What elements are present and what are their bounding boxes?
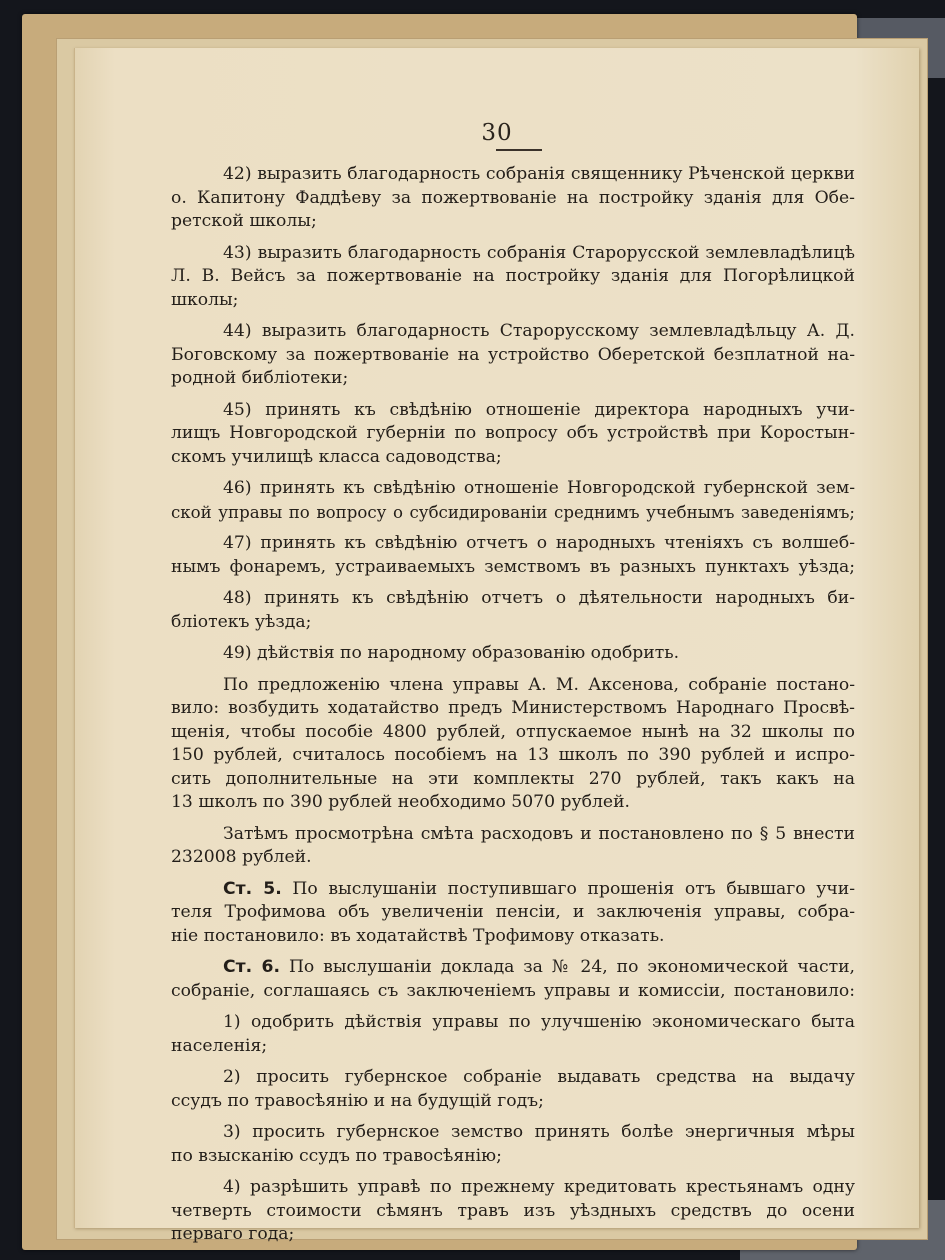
text-line: вило: возбудить ходатайство предъ Министерствомъ Народнаго Просвѣ- [171, 698, 855, 718]
text-line: 45) принять къ свѣдѣнію отношеніе директора народныхъ учи- [223, 399, 855, 420]
text-line: щенія, чтобы пособіе 4800 рублей, отпускаемое нынѣ на 32 школы по [171, 721, 855, 742]
paragraph-item-45 [171, 399, 855, 470]
text-line: 43) выразить благодарность собранія Старорусской землевладѣлицѣ [223, 242, 855, 263]
text-line: 2) просить губернское собраніе выдавать средства на выдачу [223, 1067, 855, 1087]
text-line: 46) принять къ свѣдѣнію отношеніе Новгородской губернской зем- [223, 478, 855, 498]
document-page [74, 48, 919, 1244]
text-line: населенія; [171, 1035, 268, 1056]
page-number: 30 [481, 120, 513, 146]
text-line: ссудъ по травосѣянію и на будущій годъ; [171, 1090, 544, 1111]
text-line: Затѣмъ просмотрѣна смѣта расходовъ и постановлено по § 5 внести [223, 823, 855, 844]
text-line: 47) принять къ свѣдѣнію отчетъ о народныхъ чтеніяхъ съ волшеб- [223, 533, 855, 553]
text-line: перваго года; [171, 1224, 295, 1244]
text-line: По предложенію члена управы А. М. Аксенова, собраніе постано- [223, 674, 855, 695]
text-line: теля Трофимова объ увеличеніи пенсіи, и заключенія управы, собра- [171, 902, 855, 922]
paragraph-item-42 [171, 163, 855, 234]
text-line [171, 878, 855, 902]
paragraph-item-4 [171, 1176, 855, 1247]
text-line: 48) принять къ свѣдѣнію отчетъ о дѣятельности народныхъ би- [223, 588, 855, 608]
text-line: по взысканію ссудъ по травосѣянію; [171, 1145, 502, 1166]
text-line: четверть стоимости сѣмянъ травъ изъ уѣздныхъ средствъ до осени [171, 1200, 855, 1221]
text-line: 3) просить губернское земство принять болѣе энергичныя мѣры [223, 1122, 855, 1142]
text-line: 1) одобрить дѣйствія управы по улучшенію экономическаго быта [223, 1012, 855, 1032]
text-line: 4) разрѣшить управѣ по прежнему кредитовать крестьянамъ одну [223, 1177, 855, 1197]
text-line: 42) выразить благодарность собранія священнику Рѣченской церкви [223, 164, 855, 184]
text-line: о. Капитону Фаддѣеву за пожертвованіе на постройку зданія для Обе- [171, 187, 855, 208]
article-heading: Ст. 6. [223, 957, 281, 977]
paragraph-article-6 [171, 956, 855, 1003]
text-line [171, 956, 855, 980]
paragraph-item-48 [171, 587, 855, 634]
text-line: школы; [171, 289, 239, 310]
text-line: ской управы по вопросу о субсидированіи среднимъ учебнымъ заведеніямъ; [171, 502, 855, 522]
text-line: 150 рублей, считалось пособіемъ на 13 школъ по 390 рублей и испро- [171, 745, 855, 765]
text-line: бліотекъ уѣзда; [171, 611, 312, 632]
text-line: лищъ Новгородской губерніи по вопросу объ устройствѣ при Коростын- [171, 423, 855, 443]
text-line-content: По выслушаніи доклада за № 24, по экономической части, [288, 957, 855, 977]
paragraph-item-46 [171, 477, 855, 524]
article-heading: Ст. 5. [223, 878, 282, 899]
page-number-rule [496, 149, 542, 151]
body-text [171, 163, 855, 1247]
paragraph-aksenov-proposal [171, 674, 855, 815]
text-line: ніе постановило: въ ходатайствѣ Трофимову отказать. [171, 925, 665, 946]
text-line: 44) выразить благодарность Старорусскому землевладѣльцу А. Д. [223, 321, 855, 341]
text-line: 13 школъ по 390 рублей необходимо 5070 рублей. [171, 792, 630, 812]
text-line: Л. В. Вейсъ за пожертвованіе на постройку зданія для Погорѣлицкой [171, 266, 855, 286]
paragraph-item-2 [171, 1066, 855, 1113]
text-line: нымъ фонаремъ, устраиваемыхъ земствомъ въ разныхъ пунктахъ уѣзда; [171, 556, 855, 577]
paragraph-item-1 [171, 1011, 855, 1058]
paragraph-item-44 [171, 320, 855, 391]
text-line: Боговскому за пожертвованіе на устройство Оберетской безплатной на- [171, 344, 855, 365]
paragraph-article-5 [171, 878, 855, 949]
text-line: ретской школы; [171, 211, 317, 231]
paragraph-item-47 [171, 532, 855, 579]
text-line: 232008 рублей. [171, 847, 312, 867]
paragraph-item-3 [171, 1121, 855, 1168]
text-line: собраніе, соглашаясь съ заключеніемъ управы и комиссіи, постановило: [171, 980, 855, 1001]
text-line: скомъ училищѣ класса садоводства; [171, 446, 502, 467]
text-line: 49) дѣйствія по народному образованію одобрить. [223, 643, 680, 663]
text-line: родной библіотеки; [171, 368, 349, 388]
paragraph-item-43 [171, 242, 855, 313]
paragraph-budget-estimate [171, 823, 855, 870]
paragraph-item-49 [171, 642, 855, 666]
text-line-content: По выслушаніи поступившаго прошенія отъ бывшаго учи- [292, 878, 856, 899]
text-line: сить дополнительные на эти комплекты 270 рублей, такъ какъ на [171, 768, 855, 789]
